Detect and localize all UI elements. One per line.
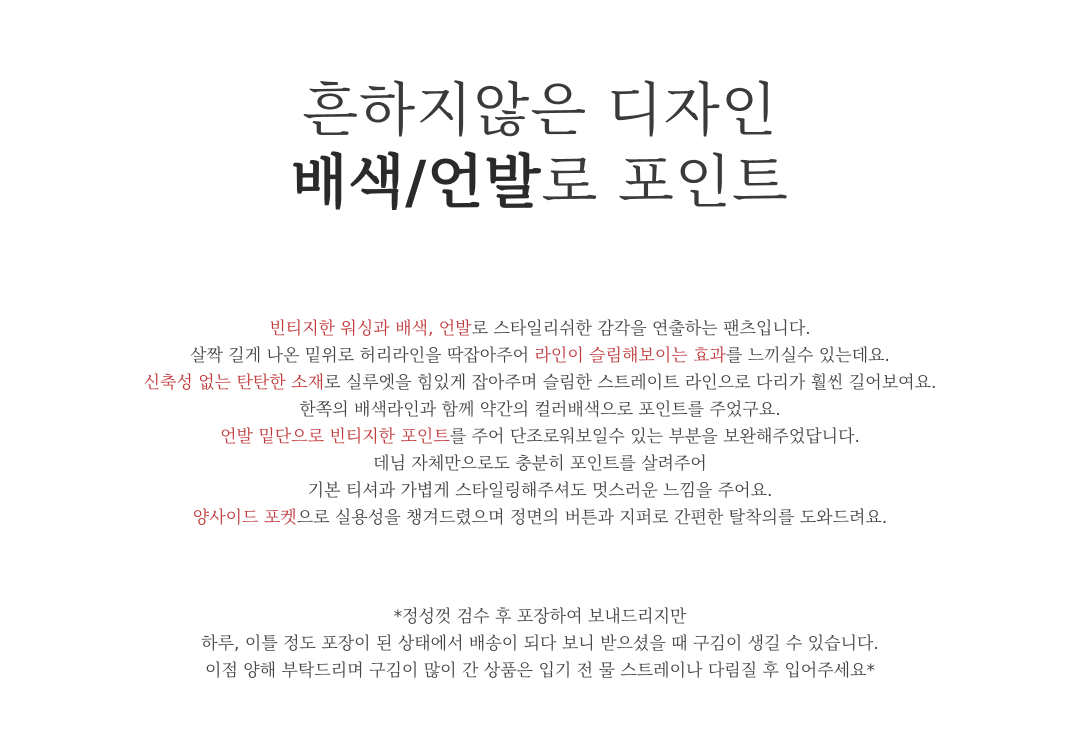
description-text: 로 스타일리쉬한 감각을 연출하는 팬츠입니다. xyxy=(471,319,811,339)
description-text: 를 느끼실수 있는데요. xyxy=(725,346,890,366)
highlight-text: 라인이 슬림해보이는 효과 xyxy=(534,346,726,366)
notice-block xyxy=(0,604,1080,685)
description-text: 를 주어 단조로워보일수 있는 부분을 보완해주었답니다. xyxy=(449,427,860,447)
notice-line-1: *정성껏 검수 후 포장하여 보내드리지만 xyxy=(393,607,687,627)
title-block xyxy=(0,74,1080,218)
title-bold-text: 배색/언발 xyxy=(291,148,542,216)
highlight-text: 언발 밑단으로 빈티지한 포인트 xyxy=(220,427,450,447)
description-block xyxy=(0,316,1080,532)
notice-line-2: 하루, 이틀 정도 포장이 된 상태에서 배송이 되다 보니 받으셨을 때 구김이 생길 수 있습니다. xyxy=(201,634,879,654)
highlight-text: 신축성 없는 탄탄한 소재 xyxy=(143,373,325,393)
highlight-text: 빈티지한 워싱과 배색, 언발 xyxy=(269,319,472,339)
title-line-1-text: 흔하지않은 디자인 xyxy=(302,76,778,144)
description-line-5 xyxy=(0,424,1080,451)
description-line-3 xyxy=(0,370,1080,397)
description-line-4: 한쪽의 배색라인과 함께 약간의 컬러배색으로 포인트를 주었구요. xyxy=(299,400,781,420)
highlight-text: 양사이드 포켓 xyxy=(192,508,297,528)
description-text: 로 실루엣을 힘있게 잡아주며 슬림한 스트레이트 라인으로 다리가 훨씬 길어보여요. xyxy=(324,373,937,393)
title-rest-text: 로 포인트 xyxy=(541,148,789,216)
description-line-7: 기본 티셔과 가볍게 스타일링해주셔도 멋스러운 느낌을 주어요. xyxy=(307,481,773,501)
description-line-8 xyxy=(0,505,1080,532)
notice-line-3: 이점 양해 부탁드리며 구김이 많이 간 상품은 입기 전 물 스트레이나 다림질 후 입어주세요* xyxy=(205,661,875,681)
description-text: 살짝 길게 나온 밑위로 허리라인을 딱잡아주어 xyxy=(190,346,535,366)
description-text: 으로 실용성을 챙겨드렸으며 정면의 버튼과 지퍼로 간편한 탈착의를 도와드려요. xyxy=(296,508,888,528)
description-line-6: 데님 자체만으로도 충분히 포인트를 살려주어 xyxy=(373,454,707,474)
description-line-1 xyxy=(0,316,1080,343)
title-line-1 xyxy=(0,74,1080,146)
title-line-2 xyxy=(0,146,1080,218)
description-line-2 xyxy=(0,343,1080,370)
